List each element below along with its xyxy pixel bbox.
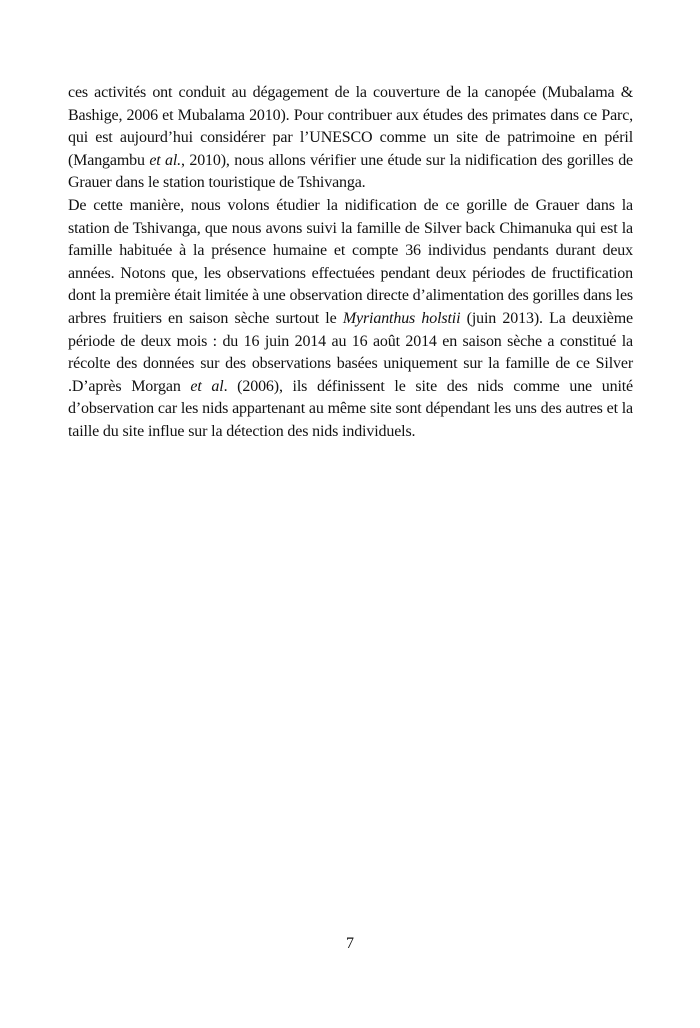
paragraph-2 xyxy=(68,195,633,444)
paragraph-1 xyxy=(68,82,633,195)
body-text xyxy=(68,82,633,444)
paragraph-2-italic-b: et al xyxy=(190,377,224,395)
paragraph-2-italic-a: Myrianthus holstii xyxy=(342,309,461,327)
paragraph-2-text-c: . (2006), ils définissent le site des nids comme une unité d’observation car les nids appartenant au même site sont dépendant les uns des autres et la taille du site influe sur la détection des nids individuels. xyxy=(68,377,633,440)
paragraph-2-text-b: (juin 2013). La deuxième période de deux mois : du 16 juin 2014 au 16 août 2014 en saison sèche a constitué la récolte des données sur des observations basées uniquement sur la famille de ce Silver .D’après Morgan xyxy=(68,309,633,395)
page-number: 7 xyxy=(346,935,354,952)
paragraph-1-text-b: , 2010), nous allons vérifier une étude sur la nidification des gorilles de Grauer dans le station touristique de Tshivanga. xyxy=(68,151,633,192)
paragraph-2-text-a: De cette manière, nous volons étudier la nidification de ce gorille de Grauer dans la station de Tshivanga, que nous avons suivi la famille de Silver back Chimanuka qui est la famille habituée à la présence humaine et compte 36 individus pendants durant deux années. Notons que, les observations effectuées pendant deux périodes de fructification dont la première était limitée à une observation directe d’alimentation des gorilles dans les arbres fruitiers en saison sèche surtout le xyxy=(68,196,633,327)
paragraph-1-text-a: ces activités ont conduit au dégagement de la couverture de la canopée (Mubalama & Bashige, 2006 et Mubalama 2010). Pour contribuer aux études des primates dans ce Parc, qui est aujourd’hui considérer par l’UNESCO comme un site de patrimoine en péril (Mangambu xyxy=(68,84,633,169)
paragraph-1-italic-a: et al. xyxy=(149,151,182,169)
